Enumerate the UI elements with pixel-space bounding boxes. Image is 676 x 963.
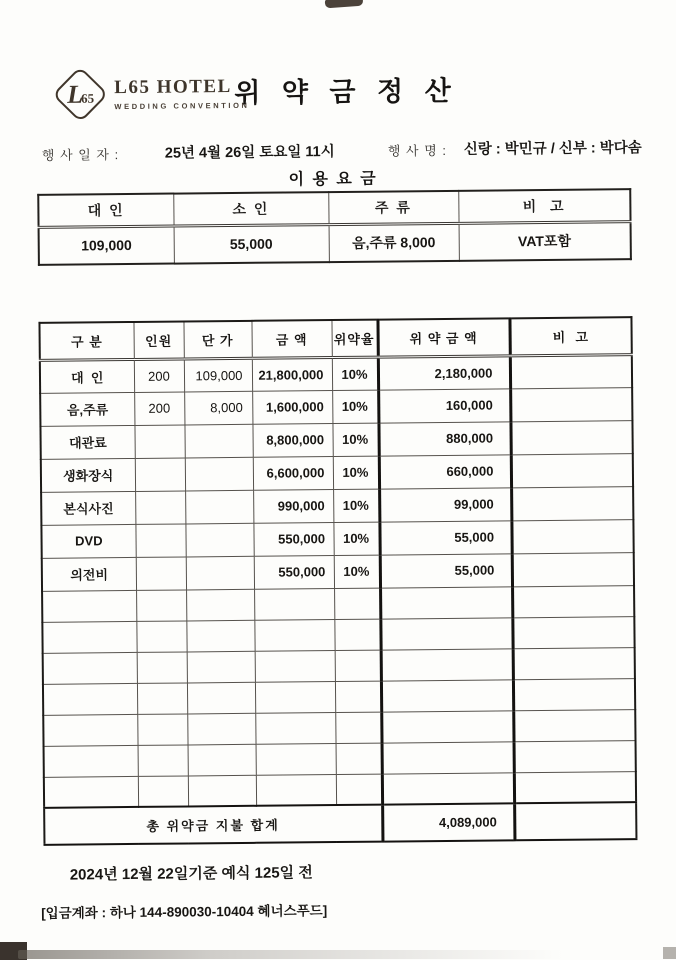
hotel-logo bbox=[54, 67, 250, 121]
row-category: DVD bbox=[41, 524, 135, 558]
empty-cell bbox=[43, 714, 137, 746]
empty-cell bbox=[336, 774, 382, 805]
row-penalty: 660,000 bbox=[379, 454, 511, 488]
empty-cell bbox=[187, 682, 255, 714]
empty-cell bbox=[44, 776, 138, 808]
empty-cell bbox=[137, 651, 187, 682]
fee-header-note: 비 고 bbox=[458, 189, 630, 223]
row-unit-price: 8,000 bbox=[184, 391, 252, 425]
row-unit-price bbox=[184, 424, 252, 458]
reference-date-note: 2024년 12월 22일기준 예식 125일 전 bbox=[69, 864, 313, 884]
fee-header-child: 소 인 bbox=[173, 192, 328, 225]
empty-cell bbox=[513, 709, 635, 741]
logo-text bbox=[114, 76, 249, 111]
empty-cell bbox=[513, 678, 635, 710]
row-note bbox=[512, 552, 634, 586]
row-note bbox=[510, 420, 632, 454]
penalty-header-row bbox=[39, 317, 631, 360]
col-rate: 위약율 bbox=[331, 320, 377, 357]
empty-cell bbox=[255, 650, 335, 682]
row-amount: 550,000 bbox=[254, 555, 334, 589]
scan-artifact-bottom-right bbox=[663, 947, 676, 959]
empty-cell bbox=[512, 616, 634, 648]
empty-cell bbox=[188, 744, 256, 776]
row-count bbox=[135, 490, 185, 523]
row-amount: 1,600,000 bbox=[252, 390, 332, 424]
empty-cell bbox=[255, 681, 335, 713]
hotel-name: L65 HOTEL bbox=[114, 76, 232, 99]
event-info-row bbox=[0, 136, 673, 164]
empty-cell bbox=[187, 713, 255, 745]
row-amount: 6,600,000 bbox=[253, 456, 333, 490]
empty-cell bbox=[42, 621, 136, 653]
row-rate: 10% bbox=[333, 522, 379, 555]
empty-cell bbox=[254, 619, 334, 651]
fee-drinks-price: 음,주류 8,000 bbox=[329, 223, 459, 262]
fee-value-row bbox=[39, 221, 631, 265]
row-count bbox=[136, 556, 186, 589]
deposit-account-note: [입금계좌 : 하나 144-890030-10404 혜너스푸드] bbox=[41, 903, 328, 921]
row-penalty: 55,000 bbox=[379, 520, 511, 554]
empty-cell bbox=[43, 652, 137, 684]
row-amount: 990,000 bbox=[253, 489, 333, 523]
row-penalty: 880,000 bbox=[378, 421, 510, 455]
row-rate: 10% bbox=[332, 357, 378, 390]
empty-cell bbox=[380, 586, 512, 618]
total-label: 총 위약금 지불 합계 bbox=[44, 805, 382, 845]
row-penalty: 2,180,000 bbox=[378, 355, 510, 389]
penalty-table bbox=[38, 316, 637, 846]
empty-cell bbox=[513, 647, 635, 679]
empty-cell bbox=[334, 619, 380, 650]
empty-cell bbox=[335, 681, 381, 712]
event-date-value: 25년 4월 26일 토요일 11시 bbox=[164, 144, 335, 162]
row-note bbox=[510, 387, 632, 421]
empty-cell bbox=[43, 683, 137, 715]
empty-cell bbox=[136, 589, 186, 620]
fee-child-price: 55,000 bbox=[174, 224, 329, 263]
row-category: 음,주류 bbox=[40, 392, 134, 426]
event-name-value: 신랑 : 박민규 / 신부 : 박다솜 bbox=[463, 140, 642, 158]
empty-cell bbox=[512, 585, 634, 617]
row-count bbox=[135, 457, 185, 490]
empty-cell bbox=[137, 682, 187, 713]
row-note bbox=[511, 486, 633, 520]
logo-mark-65: 65 bbox=[80, 90, 94, 106]
col-unit-price: 단 가 bbox=[183, 321, 251, 359]
row-unit-price bbox=[186, 556, 254, 590]
row-count bbox=[134, 424, 184, 457]
empty-cell bbox=[336, 743, 382, 774]
col-category: 구 분 bbox=[39, 322, 133, 360]
total-value: 4,089,000 bbox=[382, 803, 514, 841]
fee-header-adult: 대 인 bbox=[38, 194, 173, 227]
row-category: 대관료 bbox=[40, 425, 134, 459]
empty-cell bbox=[382, 741, 514, 773]
empty-cell bbox=[44, 745, 138, 777]
row-count: 200 bbox=[134, 358, 184, 391]
empty-cell bbox=[138, 744, 188, 775]
usage-fee-table bbox=[37, 188, 632, 266]
row-amount: 21,800,000 bbox=[252, 357, 332, 391]
row-penalty: 55,000 bbox=[380, 553, 512, 587]
row-note bbox=[511, 453, 633, 487]
row-unit-price bbox=[185, 457, 253, 491]
empty-cell bbox=[137, 713, 187, 744]
empty-cell bbox=[42, 590, 136, 622]
row-amount: 8,800,000 bbox=[252, 423, 332, 457]
logo-mark bbox=[67, 81, 94, 107]
logo-mark-l: L bbox=[66, 79, 83, 109]
row-category: 대 인 bbox=[40, 359, 134, 393]
empty-cell bbox=[256, 743, 336, 775]
empty-cell bbox=[514, 771, 636, 803]
col-amount: 금 액 bbox=[251, 320, 331, 358]
page-title: 위 약 금 정 산 bbox=[234, 75, 458, 108]
fee-adult-price: 109,000 bbox=[39, 226, 174, 265]
empty-cell bbox=[186, 589, 254, 621]
empty-cell bbox=[136, 620, 186, 651]
row-unit-price bbox=[185, 490, 253, 524]
row-note bbox=[510, 354, 632, 388]
row-rate: 10% bbox=[333, 456, 379, 489]
row-note bbox=[511, 519, 633, 553]
empty-cell bbox=[186, 620, 254, 652]
row-penalty: 160,000 bbox=[378, 388, 510, 422]
row-category: 생화장식 bbox=[41, 458, 135, 492]
empty-cell bbox=[335, 712, 381, 743]
fee-note: VAT포함 bbox=[459, 221, 631, 261]
empty-cell bbox=[514, 740, 636, 772]
empty-cell bbox=[254, 588, 334, 620]
row-rate: 10% bbox=[332, 423, 378, 456]
empty-cell bbox=[381, 679, 513, 711]
row-rate: 10% bbox=[332, 390, 378, 423]
row-penalty: 99,000 bbox=[379, 487, 511, 521]
row-amount: 550,000 bbox=[253, 522, 333, 556]
row-unit-price: 109,000 bbox=[184, 358, 252, 392]
col-note: 비 고 bbox=[509, 317, 631, 355]
empty-cell bbox=[255, 712, 335, 744]
fee-header-drinks: 주 류 bbox=[328, 191, 458, 224]
empty-cell bbox=[334, 588, 380, 619]
empty-cell bbox=[381, 648, 513, 680]
col-count: 인원 bbox=[133, 321, 183, 358]
event-name-label: 행 사 명 : bbox=[387, 142, 448, 159]
row-count bbox=[135, 523, 185, 556]
row-category: 본식사진 bbox=[41, 491, 135, 525]
col-penalty-amount: 위 약 금 액 bbox=[377, 318, 509, 356]
empty-cell bbox=[138, 775, 188, 806]
fee-table-title: 이 용 요 금 bbox=[288, 170, 378, 189]
row-rate: 10% bbox=[333, 489, 379, 522]
event-date-label: 행 사 일 자 : bbox=[41, 147, 120, 163]
empty-cell bbox=[188, 775, 256, 807]
hotel-subtitle: WEDDING CONVENTION bbox=[114, 100, 250, 112]
total-note-cell bbox=[514, 802, 636, 840]
total-row bbox=[44, 802, 636, 845]
empty-cell bbox=[382, 772, 514, 804]
empty-cell bbox=[380, 617, 512, 649]
scan-artifact-bottom-band bbox=[18, 950, 563, 959]
empty-cell bbox=[335, 650, 381, 681]
row-count: 200 bbox=[134, 391, 184, 424]
row-category: 의전비 bbox=[42, 557, 136, 591]
row-rate: 10% bbox=[334, 555, 380, 588]
logo-diamond-icon bbox=[52, 66, 109, 123]
empty-cell bbox=[187, 651, 255, 683]
empty-cell bbox=[256, 774, 336, 806]
row-unit-price bbox=[185, 523, 253, 557]
empty-cell bbox=[381, 710, 513, 742]
